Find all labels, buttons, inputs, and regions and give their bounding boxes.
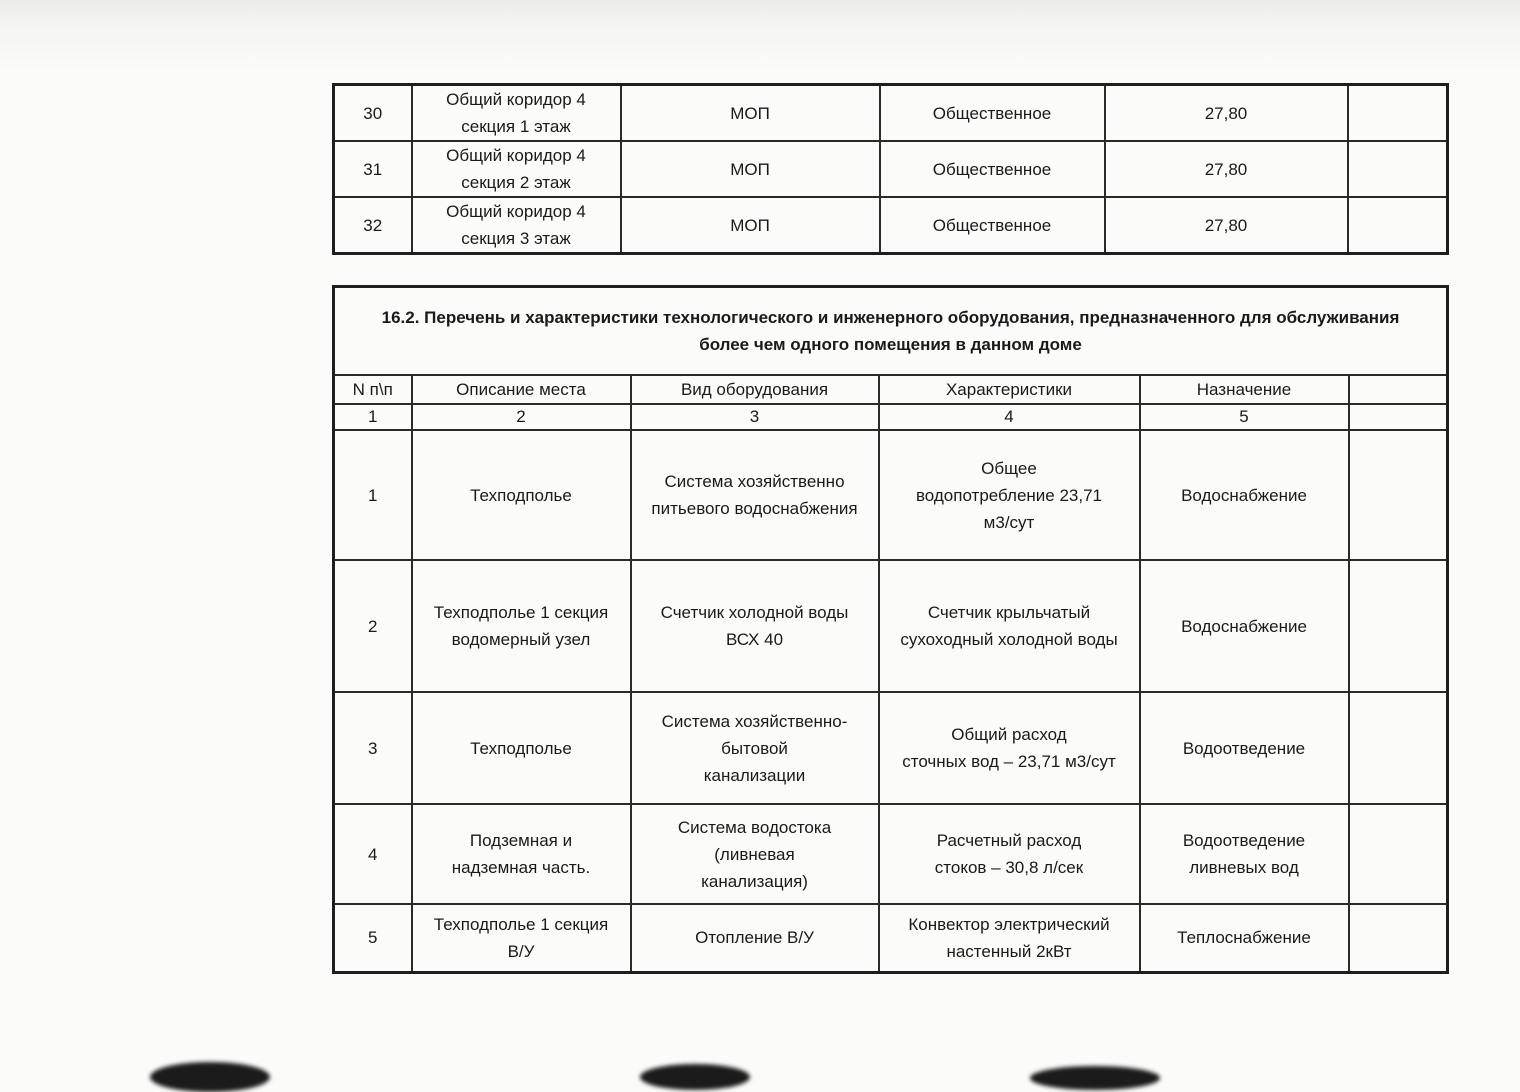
purpose-cell: Водоотведение	[1140, 692, 1349, 804]
column-header: Вид оборудования	[631, 375, 879, 404]
row-number: 2	[334, 560, 412, 692]
column-number: 2	[412, 404, 631, 430]
row-number: 31	[334, 141, 412, 197]
empty-cell	[1348, 85, 1448, 142]
scan-smudge	[1030, 1066, 1160, 1090]
row-number: 32	[334, 197, 412, 254]
column-header: N п\п	[334, 375, 412, 404]
section-title: 16.2. Перечень и характеристики технологического и инженерного оборудования, предназначенного для обслуживания более чем одного помещения в данном доме	[334, 287, 1448, 376]
empty-cell	[1348, 141, 1448, 197]
room-purpose: Общественное	[880, 85, 1105, 142]
room-purpose: Общественное	[880, 197, 1105, 254]
scan-smudge	[150, 1062, 270, 1092]
scan-shadow	[0, 0, 1520, 70]
purpose-cell: Теплоснабжение	[1140, 904, 1349, 972]
room-area: 27,80	[1105, 141, 1348, 197]
table-row	[334, 560, 1448, 692]
column-number: 5	[1140, 404, 1349, 430]
specs-cell: Счетчик крыльчатый сухоходный холодной воды	[879, 560, 1140, 692]
room-name: Общий коридор 4 секция 3 этаж	[412, 197, 621, 254]
purpose-cell: Водоснабжение	[1140, 430, 1349, 560]
purpose-cell: Водоотведение ливневых вод	[1140, 804, 1349, 904]
rooms-table	[332, 83, 1449, 255]
equipment-cell: Система водостока (ливневая канализация)	[631, 804, 879, 904]
table-row	[334, 141, 1448, 197]
column-number: 1	[334, 404, 412, 430]
column-number-row	[334, 404, 1448, 430]
place-cell: Техподполье	[412, 692, 631, 804]
row-number: 1	[334, 430, 412, 560]
column-header: Назначение	[1140, 375, 1349, 404]
row-number: 3	[334, 692, 412, 804]
column-header	[1349, 375, 1448, 404]
empty-cell	[1349, 430, 1448, 560]
place-cell: Техподполье	[412, 430, 631, 560]
room-name: Общий коридор 4 секция 1 этаж	[412, 85, 621, 142]
column-number: 4	[879, 404, 1140, 430]
specs-cell: Расчетный расход стоков – 30,8 л/сек	[879, 804, 1140, 904]
row-number: 30	[334, 85, 412, 142]
equipment-cell: Система хозяйственно- бытовой канализации	[631, 692, 879, 804]
place-cell: Техподполье 1 секция водомерный узел	[412, 560, 631, 692]
place-cell: Техподполье 1 секция В/У	[412, 904, 631, 972]
specs-cell: Конвектор электрический настенный 2кВт	[879, 904, 1140, 972]
specs-cell: Общее водопотребление 23,71 м3/сут	[879, 430, 1140, 560]
equipment-cell: Система хозяйственно питьевого водоснабжения	[631, 430, 879, 560]
column-number: 3	[631, 404, 879, 430]
room-purpose: Общественное	[880, 141, 1105, 197]
table-row	[334, 904, 1448, 972]
table-row	[334, 430, 1448, 560]
specs-cell: Общий расход сточных вод – 23,71 м3/сут	[879, 692, 1140, 804]
room-name: Общий коридор 4 секция 2 этаж	[412, 141, 621, 197]
empty-cell	[1349, 904, 1448, 972]
table-row	[334, 197, 1448, 254]
empty-cell	[1349, 692, 1448, 804]
equipment-table	[332, 285, 1449, 974]
equipment-cell: Счетчик холодной воды ВСХ 40	[631, 560, 879, 692]
room-type: МОП	[621, 85, 880, 142]
scan-smudge	[640, 1064, 750, 1090]
room-area: 27,80	[1105, 197, 1348, 254]
row-number: 4	[334, 804, 412, 904]
equipment-cell: Отопление В/У	[631, 904, 879, 972]
room-type: МОП	[621, 141, 880, 197]
table-row	[334, 85, 1448, 142]
table-row	[334, 692, 1448, 804]
column-number	[1349, 404, 1448, 430]
column-header: Описание места	[412, 375, 631, 404]
table-row	[334, 804, 1448, 904]
purpose-cell: Водоснабжение	[1140, 560, 1349, 692]
empty-cell	[1349, 804, 1448, 904]
column-header: Характеристики	[879, 375, 1140, 404]
empty-cell	[1349, 560, 1448, 692]
title-row	[334, 287, 1448, 376]
room-type: МОП	[621, 197, 880, 254]
room-area: 27,80	[1105, 85, 1348, 142]
empty-cell	[1348, 197, 1448, 254]
place-cell: Подземная и надземная часть.	[412, 804, 631, 904]
header-row	[334, 375, 1448, 404]
row-number: 5	[334, 904, 412, 972]
